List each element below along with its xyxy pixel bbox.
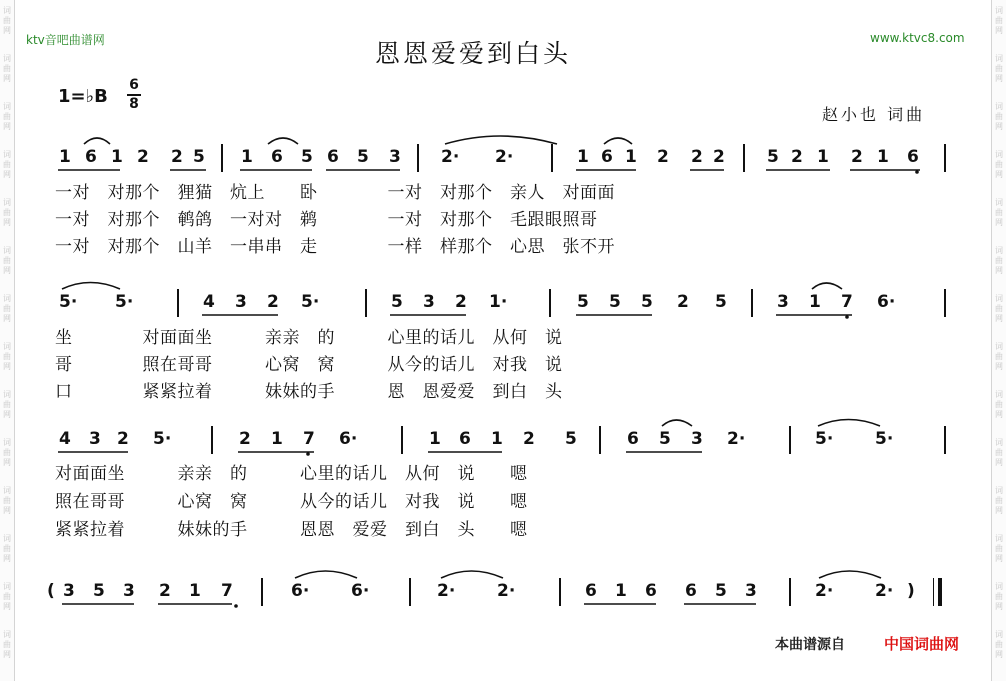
left-site-label: ktv音吧曲谱网 [26,33,105,47]
note-digit: 5· [115,292,134,312]
note-digit: 6 [601,147,613,167]
note-digit: 1 [577,147,589,167]
watermark-text: 词曲网 [3,102,11,131]
note-digit: 6· [339,429,358,449]
lyrics-row-3-verse-3: 紧紧拉着 妹妹的手 恩恩 爱爱 到白 头 嗯 [55,520,528,540]
note-digit: 2 [267,292,279,312]
note-digit: 5 [659,429,671,449]
note-digit: 5 [93,581,105,601]
note-digit: 4 [203,292,215,312]
note-digit: 6· [291,581,310,601]
watermark-text: 词曲网 [995,438,1003,467]
note-digit: 5 [565,429,577,449]
note-digit: 1 [491,429,503,449]
watermark-text: 词曲网 [995,390,1003,419]
note-digit: 3 [423,292,435,312]
slur-mark [268,138,298,144]
watermark-text: 词曲网 [3,438,11,467]
watermark-text: 词曲网 [3,582,11,611]
note-digit: 2 [137,147,149,167]
note-digit: 1 [809,292,821,312]
note-digit: 1 [817,147,829,167]
note-digit: 5 [577,292,589,312]
note-digit: 7 [303,429,315,449]
slur-mark [84,138,110,144]
watermark-text: 词曲网 [995,102,1003,131]
composer-credit: 赵小也 词曲 [822,105,926,124]
watermark-text: 词曲网 [995,6,1003,35]
note-digit: 3 [691,429,703,449]
note-digit: 5 [715,292,727,312]
note-digit: 6 [459,429,471,449]
note-digit: 3 [777,292,789,312]
watermark-text: 词曲网 [995,342,1003,371]
slur-mark [819,571,881,578]
time-signature-top: 6 [129,77,139,93]
slur-mark [441,571,503,578]
note-digit: 2 [677,292,689,312]
note-digit: 2 [117,429,129,449]
note-digit: 5 [391,292,403,312]
note-digit: 6· [351,581,370,601]
note-digit: 5 [609,292,621,312]
note-digit: 1 [429,429,441,449]
slur-mark [62,283,120,290]
note-digit: 5 [641,292,653,312]
watermark-text: 词曲网 [995,294,1003,323]
key-signature: 1=♭B [58,86,108,107]
right-site-url: www.ktvc8.com [870,31,965,45]
note-digit: 2 [159,581,171,601]
note-digit: 2· [875,581,894,601]
note-digit: 5 [357,147,369,167]
note-digit: 3 [235,292,247,312]
note-digit: 1· [489,292,508,312]
lyrics-row-2-verse-1: 坐 对面面坐 亲亲 的 心里的话儿 从何 说 [55,328,563,348]
note-digit: 2· [441,147,460,167]
note-digit: 7 [841,292,853,312]
note-digit: 3 [389,147,401,167]
lyrics-row-3-verse-2: 照在哥哥 心窝 窝 从今的话儿 对我 说 嗯 [55,492,528,512]
watermark-text: 词曲网 [995,198,1003,227]
lyrics-row-1-verse-1: 一对 对那个 狸猫 炕上 卧 一对 对那个 亲人 对面面 [55,183,615,203]
note-digit: 6 [585,581,597,601]
note-digit: 2· [495,147,514,167]
watermark-text: 词曲网 [3,342,11,371]
lyrics-row-2-verse-3: 口 紧紧拉着 妹妹的手 恩 恩爱爱 到白 头 [55,382,563,402]
note-digit: 6· [877,292,896,312]
watermark-text: 词曲网 [995,486,1003,515]
note-digit: 3 [63,581,75,601]
watermark-text: 词曲网 [3,534,11,563]
note-digit: 2 [657,147,669,167]
note-digit: 2 [455,292,467,312]
note-digit: 2 [691,147,703,167]
note-digit: 2 [851,147,863,167]
note-digit: ( [47,581,55,601]
note-digit: 3 [123,581,135,601]
note-digit: 4 [59,429,71,449]
watermark-text: 词曲网 [995,630,1003,659]
slur-mark [662,420,692,426]
note-digit: 6 [85,147,97,167]
note-digit: 6 [327,147,339,167]
note-digit: 7 [221,581,233,601]
note-digit: 1 [615,581,627,601]
note-digit: 5 [767,147,779,167]
note-digit: 2 [713,147,725,167]
note-digit: 1 [625,147,637,167]
watermark-text: 词曲网 [3,246,11,275]
note-digit: 1 [241,147,253,167]
watermark-text: 词曲网 [995,54,1003,83]
note-digit: ) [907,581,915,601]
note-digit: 2 [239,429,251,449]
slur-mark [445,136,557,144]
slur-mark [295,571,357,578]
note-digit: 1 [271,429,283,449]
watermark-text: 词曲网 [3,150,11,179]
note-digit: 6 [645,581,657,601]
note-digit: 6 [627,429,639,449]
note-digit: 2· [497,581,516,601]
time-signature-bottom: 8 [129,96,139,112]
note-digit: 3 [89,429,101,449]
note-digit: 5 [301,147,313,167]
watermark-text: 词曲网 [3,630,11,659]
note-digit: 2· [815,581,834,601]
note-digit: 2 [171,147,183,167]
note-digit: 6 [907,147,919,167]
watermark-text: 词曲网 [3,6,11,35]
lyrics-row-2-verse-2: 哥 照在哥哥 心窝 窝 从今的话儿 对我 说 [55,355,563,375]
note-digit: 5· [815,429,834,449]
note-digit: 1 [877,147,889,167]
watermark-text: 词曲网 [3,390,11,419]
note-digit: 2 [523,429,535,449]
note-digit: 5 [715,581,727,601]
watermark-text: 词曲网 [995,534,1003,563]
slur-mark [818,420,880,427]
note-digit: 5· [153,429,172,449]
song-title: 恩恩爱爱到白头 [375,39,572,68]
note-digit: 5 [193,147,205,167]
watermark-text: 词曲网 [3,54,11,83]
watermark-text: 词曲网 [995,150,1003,179]
note-digit: 6 [685,581,697,601]
note-digit: 2 [791,147,803,167]
note-digit: 5· [301,292,320,312]
note-digit: 3 [745,581,757,601]
source-label: 本曲谱源自 [775,637,845,653]
watermark-text: 词曲网 [995,246,1003,275]
watermark-text: 词曲网 [3,486,11,515]
note-digit: 6 [271,147,283,167]
lyrics-row-1-verse-3: 一对 对那个 山羊 一串串 走 一样 样那个 心思 张不开 [55,237,615,257]
watermark-text: 词曲网 [3,294,11,323]
note-digit: 1 [189,581,201,601]
lyrics-row-1-verse-2: 一对 对那个 鹌鸽 一对对 鹈 一对 对那个 毛跟眼照哥 [55,210,598,230]
note-digit: 5· [59,292,78,312]
lyrics-row-3-verse-1: 对面面坐 亲亲 的 心里的话儿 从何 说 嗯 [55,464,528,484]
watermark-text: 词曲网 [995,582,1003,611]
watermark-text: 词曲网 [3,198,11,227]
slur-mark [604,138,632,144]
note-digit: 2· [437,581,456,601]
note-digit: 5· [875,429,894,449]
source-site-link[interactable]: 中国词曲网 [884,635,960,653]
note-digit: 1 [111,147,123,167]
note-digit: 2· [727,429,746,449]
note-digit: 1 [59,147,71,167]
slur-mark [812,283,842,289]
